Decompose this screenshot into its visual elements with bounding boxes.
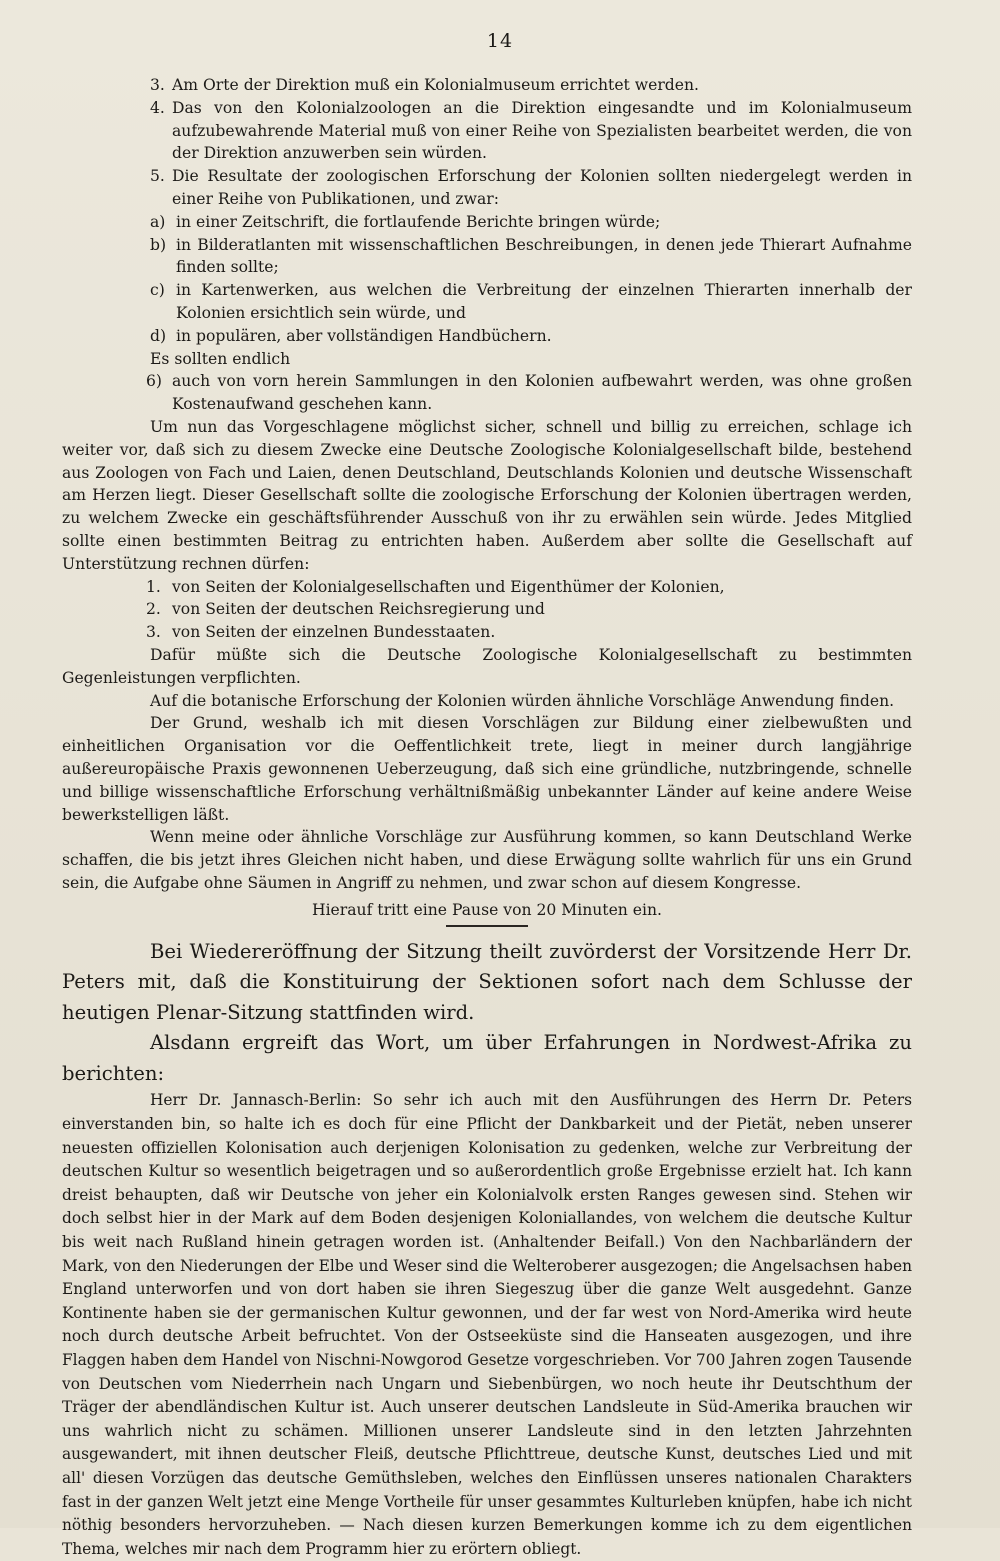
paragraph-alsdann: Alsdann ergreift das Wort, um über Erfahrungen in Nordwest-Afrika zu berichten: [62,1031,912,1085]
sublist-text: in einer Zeitschrift, die fortlaufende Berichte bringen würde; [176,212,661,231]
list-number: 5. [150,167,165,186]
sublist-item [62,279,912,325]
list-item [62,165,912,211]
list-text: auch von vorn herein Sammlungen in den Kolonien aufbewahrt werden, was ohne großen Kostenaufwand geschehen kann. [172,372,912,414]
list-text: Am Orte der Direktion muß ein Kolonialmuseum errichtet werden. [172,76,700,94]
support-item [62,598,912,621]
paragraph-wiedereroeffnung: Bei Wiedereröffnung der Sitzung theilt zuvörderst der Vorsitzende Herr Dr. Peters mit, daß die Konstituirung der Sektionen sofort nach dem Schlusse der heutigen Plenar-Sitzung stattfinden wird. [62,939,912,1024]
list-text: Das von den Kolonialzoologen an die Direktion eingesandte und im Kolonialmuseum aufzubewahrende Material muß von einer Reihe von Spezialisten bearbeitet werden, die von der Direktion anzuwerben sein würden. [172,98,912,163]
list-item [62,97,912,165]
page-number: 14 [486,30,514,52]
list-number: 3. [150,76,165,94]
support-item [62,621,912,644]
sublist-item [62,325,912,348]
list-text: von Seiten der einzelnen Bundesstaaten. [172,623,496,642]
paragraph-proposal: Um nun das Vorgeschlagene möglichst sicher, schnell und billig zu erreichen, schlage ich weiter vor, daß sich zu diesem Zwecke eine Deutsche Zoologische Kolonialgesellschaft bilde, bestehend aus Zoologen von Fach und Laien, denen Deutschland, Deutschlands Kolonien und deutsche Wissenschaft am Herzen liegt. Dieser Gesellschaft sollte die zoologische Erforschung der Kolonien übertragen werden, zu welchem Zwecke ein geschäftsführender Ausschuß von ihr zu erwählen sein würde. Jedes Mitglied sollte einen bestimmten Beitrag zu entrichten haben. Außerdem aber sollte die Gesellschaft auf Unterstützung rechnen dürfen: [62,417,912,573]
list-text: von Seiten der deutschen Reichsregierung und [172,600,545,619]
list-text: von Seiten der Kolonialgesellschaften und Eigenthümer der Kolonien, [172,577,725,596]
support-item [62,576,912,599]
list-number: 4. [150,98,165,117]
list-number: 1. [146,577,161,596]
pause-note: Hierauf tritt eine Pause von 20 Minuten ein. [311,900,663,919]
sublist-text: in Bilderatlanten mit wissenschaftlichen Beschreibungen, in denen jede Thierart Aufnahme finden sollte; [176,235,912,277]
paragraph-wenn: Wenn meine oder ähnliche Vorschläge zur Ausführung kommen, so kann Deutschland Werke schaffen, die bis jetzt ihres Gleichen nicht haben, und diese Erwägung sollte wahrlich für uns ein Grund sein, die Aufgabe ohne Säumen in Angriff zu nehmen, und zwar schon auf diesem Kongresse. [62,828,912,892]
list-item-6 [62,370,912,416]
paragraph-grund: Der Grund, weshalb ich mit diesen Vorschlägen zur Bildung einer zielbewußten und einheitlichen Organisation vor die Oeffentlichkeit trete, liegt in meiner durch langjährige außereuropäische Praxis gewonnenen Ueberzeugung, daß sich eine gründliche, nutzbringende, schnelle und billige wissenschaftliche Erforschung verhältnißmäßig unbekannter Länder auf keine andere Weise bewerkstelligen läßt. [62,714,912,824]
page-body [62,74,912,1561]
paragraph-botanisch: Auf die botanische Erforschung der Kolonien würden ähnliche Vorschläge Anwendung finden. [150,691,895,710]
sublist-text: in populären, aber vollständigen Handbüchern. [176,326,552,345]
paragraph-jannasch-speech: Herr Dr. Jannasch-Berlin: So sehr ich auch mit den Ausführungen des Herrn Dr. Peters einverstanden bin, so halte ich es doch für eine Pflicht der Dankbarkeit und der Pietät, neben unserer neuesten offiziellen Kolonisation auch derjenigen Kolonisation zu gedenken, welche zur Verbreitung der deutschen Kultur so wesentlich beigetragen und so außerordentlich große Ergebnisse erzielt hat. Ich kann dreist behaupten, daß wir Deutsche von jeher ein Kolonialvolk ersten Ranges gewesen sind. Stehen wir doch selbst hier in der Mark auf dem Boden desjenigen Koloniallandes, von welchem die deutsche Kultur bis weit nach Rußland hinein getragen worden ist. (Anhaltender Beifall.) Von den Nachbarländern der Mark, von den Niederungen der Elbe und Weser sind die Welteroberer ausgezogen; die Angelsachsen haben England unterworfen und von dort haben sie ihren Siegeszug über die ganze Welt ausgedehnt. Ganze Kontinente haben sie der germanischen Kultur gewonnen, und der far west von Nord-Amerika wird heute noch durch deutsche Arbeit befruchtet. Von der Ostseeküste sind die Hanseaten ausgezogen, und ihre Flaggen haben dem Handel von Nischni-Nowgorod Gesetze vorgeschrieben. Vor 700 Jahren zogen Tausende von Deutschen vom Niederrhein nach Ungarn und Siebenbürgen, wo noch heute ihr Deutschthum der Träger der abendländischen Kultur ist. Auch unserer deutschen Landsleute in Süd-Amerika brauchen wir uns wahrlich nicht zu schämen. Millionen unserer Landsleute sind in den letzten Jahrzehnten ausgewandert, mit ihnen deutscher Fleiß, deutsche Pflichttreue, deutsche Kunst, deutsches Lied und mit all' diesen Vorzügen das deutsche Gemüthsleben, welches den Einflüssen unseres nationalen Charakters fast in der ganzen Welt jetzt eine Menge Vortheile für unser gesammtes Kulturleben knüpfen, habe ich nicht nöthig besonders hervorzuheben. — Nach diesen kurzen Bemerkungen komme ich zu dem eigentlichen Thema, welches mir nach dem Programm hier zu erörtern obliegt. [62,1091,912,1558]
sublist-text: in Kartenwerken, aus welchen die Verbreitung der einzelnen Thierarten innerhalb der Kolonien ersichtlich sein würde, und [176,281,912,322]
divider [446,925,528,927]
list-text: Die Resultate der zoologischen Erforschung der Kolonien sollten niedergelegt werden in einer Reihe von Publikationen, und zwar: [172,167,912,208]
sublist-letter: b) [150,235,167,254]
sublist-item [62,234,912,280]
sublist-letter: a) [150,212,166,231]
sublist-letter: c) [150,281,165,300]
list-item [62,74,912,97]
list-number: 6) [146,372,163,391]
sublist-item [62,211,912,234]
sublist-letter: d) [150,326,167,345]
paragraph-dafuer: Dafür müßte sich die Deutsche Zoologische Kolonialgesellschaft zu bestimmten Gegenleistungen verpflichten. [62,645,912,687]
list-number: 3. [146,623,161,642]
paragraph-endlich: Es sollten endlich [150,349,291,368]
list-number: 2. [146,600,161,619]
